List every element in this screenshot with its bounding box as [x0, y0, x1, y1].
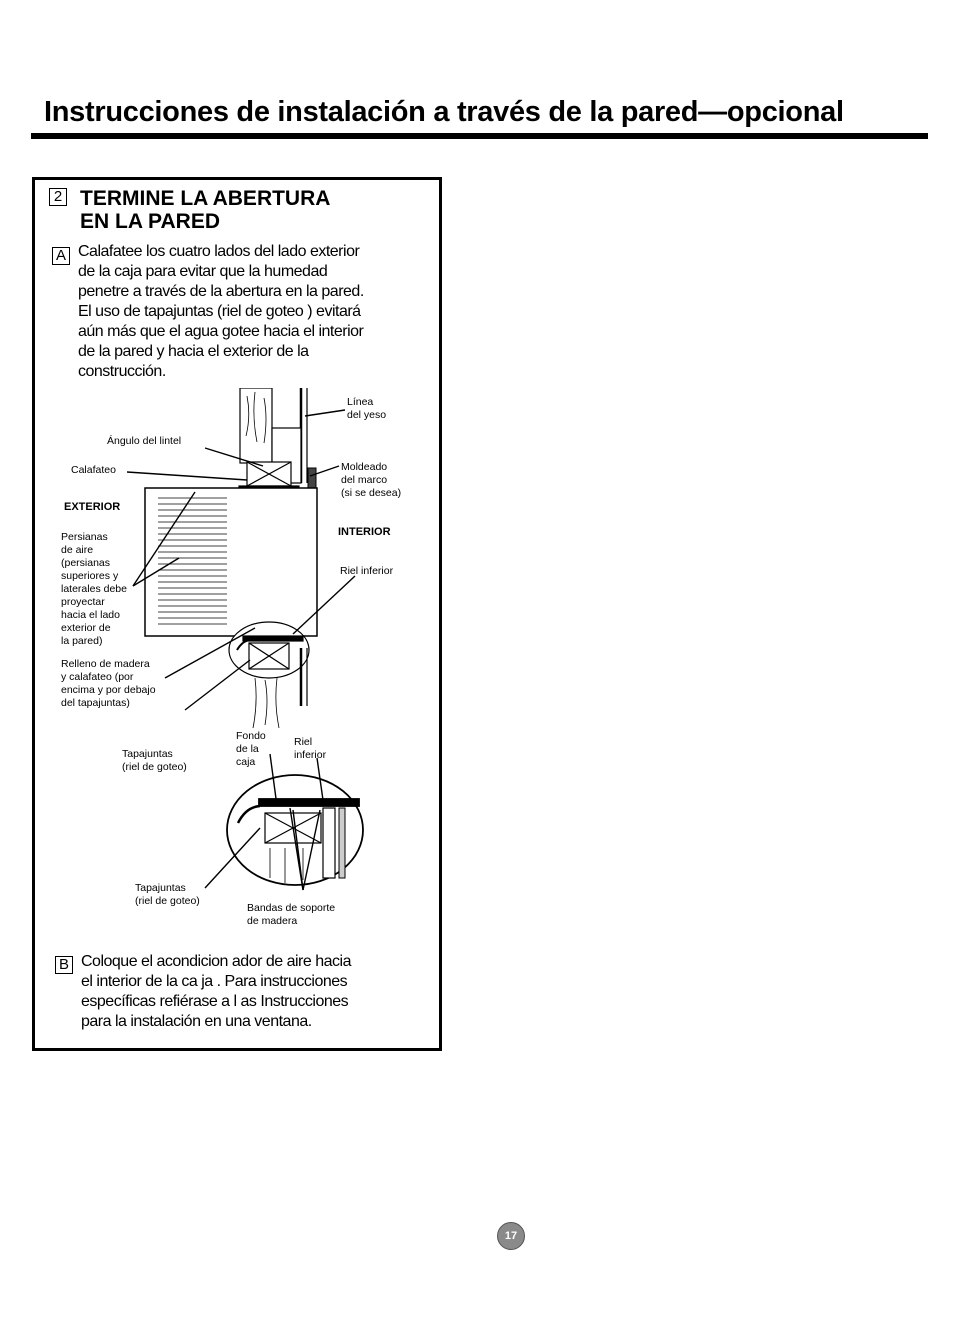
label-moldeado-2: del marco: [341, 474, 388, 486]
title-underline: [31, 133, 928, 139]
substep-a-line: aún más que el agua gotee hacia el interior: [78, 323, 364, 340]
substep-b-line: Coloque el acondicion ador de aire hacia: [81, 953, 351, 970]
label-relleno-line: Relleno de madera: [61, 658, 150, 670]
step-title-line2: EN LA PARED: [80, 210, 221, 233]
substep-a-line: penetre a través de la abertura en la pared.: [78, 283, 364, 300]
label-persianas-line: superiores y: [61, 570, 119, 582]
label-persianas-line: hacia el lado: [61, 609, 120, 621]
label-linea-yeso-1: Línea: [347, 396, 374, 408]
substep-b-line: específicas refiérase a l as Instrucciones: [81, 993, 349, 1010]
label-riel-inferior-top: Riel inferior: [340, 565, 394, 577]
label-exterior: EXTERIOR: [64, 501, 121, 513]
label-relleno-line: y calafateo (por: [61, 671, 134, 683]
instruction-panel: [32, 177, 442, 1051]
label-persianas-line: de aire: [61, 544, 94, 556]
label-tapajuntas-2-line: Tapajuntas: [135, 882, 186, 894]
substep-b-box: B: [55, 956, 73, 974]
label-interior: INTERIOR: [338, 526, 391, 538]
substep-a-line: construcción.: [78, 363, 166, 380]
label-persianas-line: laterales debe: [61, 583, 127, 595]
label-fondo-line: caja: [236, 756, 256, 768]
label-bandas-line: Bandas de soporte: [247, 902, 336, 914]
substep-b-text: [81, 952, 351, 1032]
step-number-box: 2: [49, 188, 67, 206]
label-riel-inferior-bottom: [294, 736, 327, 761]
substep-a-line: Calafatee los cuatro lados del lado exterior: [78, 243, 360, 260]
substep-a-line: de la caja para evitar que la humedad: [78, 263, 328, 280]
page-number: 17: [497, 1222, 525, 1250]
label-tapajuntas-1-line: Tapajuntas: [122, 748, 173, 760]
label-calafateo: Calafateo: [71, 464, 116, 476]
label-moldeado-3: (si se desea): [341, 487, 402, 499]
substep-a-text: [78, 242, 364, 382]
step-title: [80, 187, 330, 233]
label-fondo-line: de la: [236, 743, 259, 755]
lower-sill: [229, 622, 309, 728]
label-angulo-lintel: Ángulo del lintel: [107, 435, 182, 447]
label-relleno: [61, 658, 156, 709]
substep-a-box: A: [52, 247, 70, 265]
label-bandas: [247, 902, 335, 927]
label-fondo-line: Fondo: [236, 730, 266, 742]
label-relleno-line: encima y por debajo: [61, 684, 156, 696]
label-relleno-line: del tapajuntas): [61, 697, 130, 709]
substep-a-line: El uso de tapajuntas (riel de goteo ) evitará: [78, 303, 361, 320]
label-tapajuntas-1-line: (riel de goteo): [122, 761, 187, 773]
label-moldeado-1: Moldeado: [341, 461, 388, 473]
label-bandas-line: de madera: [247, 915, 298, 927]
label-fondo-caja: [236, 730, 266, 768]
label-tapajuntas-1: [122, 748, 187, 773]
label-persianas: [61, 531, 127, 647]
label-riel-line: inferior: [294, 749, 327, 761]
label-tapajuntas-2-line: (riel de goteo): [135, 895, 200, 907]
label-persianas-line: la pared): [61, 635, 103, 647]
label-linea-yeso-2: del yeso: [347, 409, 387, 421]
label-persianas-line: Persianas: [61, 531, 108, 543]
label-riel-line: Riel: [294, 736, 313, 748]
page-title: Instrucciones de instalación a través de la pared—opcional: [44, 96, 844, 128]
label-persianas-line: (persianas: [61, 557, 111, 569]
installation-diagram: [55, 388, 435, 938]
step-title-line1: TERMINE LA ABERTURA: [80, 187, 331, 210]
substep-b-line: el interior de la ca ja . Para instrucciones: [81, 973, 348, 990]
substep-a-line: de la pared y hacia el exterior de la: [78, 343, 309, 360]
label-persianas-line: exterior de: [61, 622, 111, 634]
substep-b-line: para la instalación en una ventana.: [81, 1013, 312, 1030]
label-persianas-line: proyectar: [61, 596, 105, 608]
label-tapajuntas-2: [135, 882, 200, 907]
